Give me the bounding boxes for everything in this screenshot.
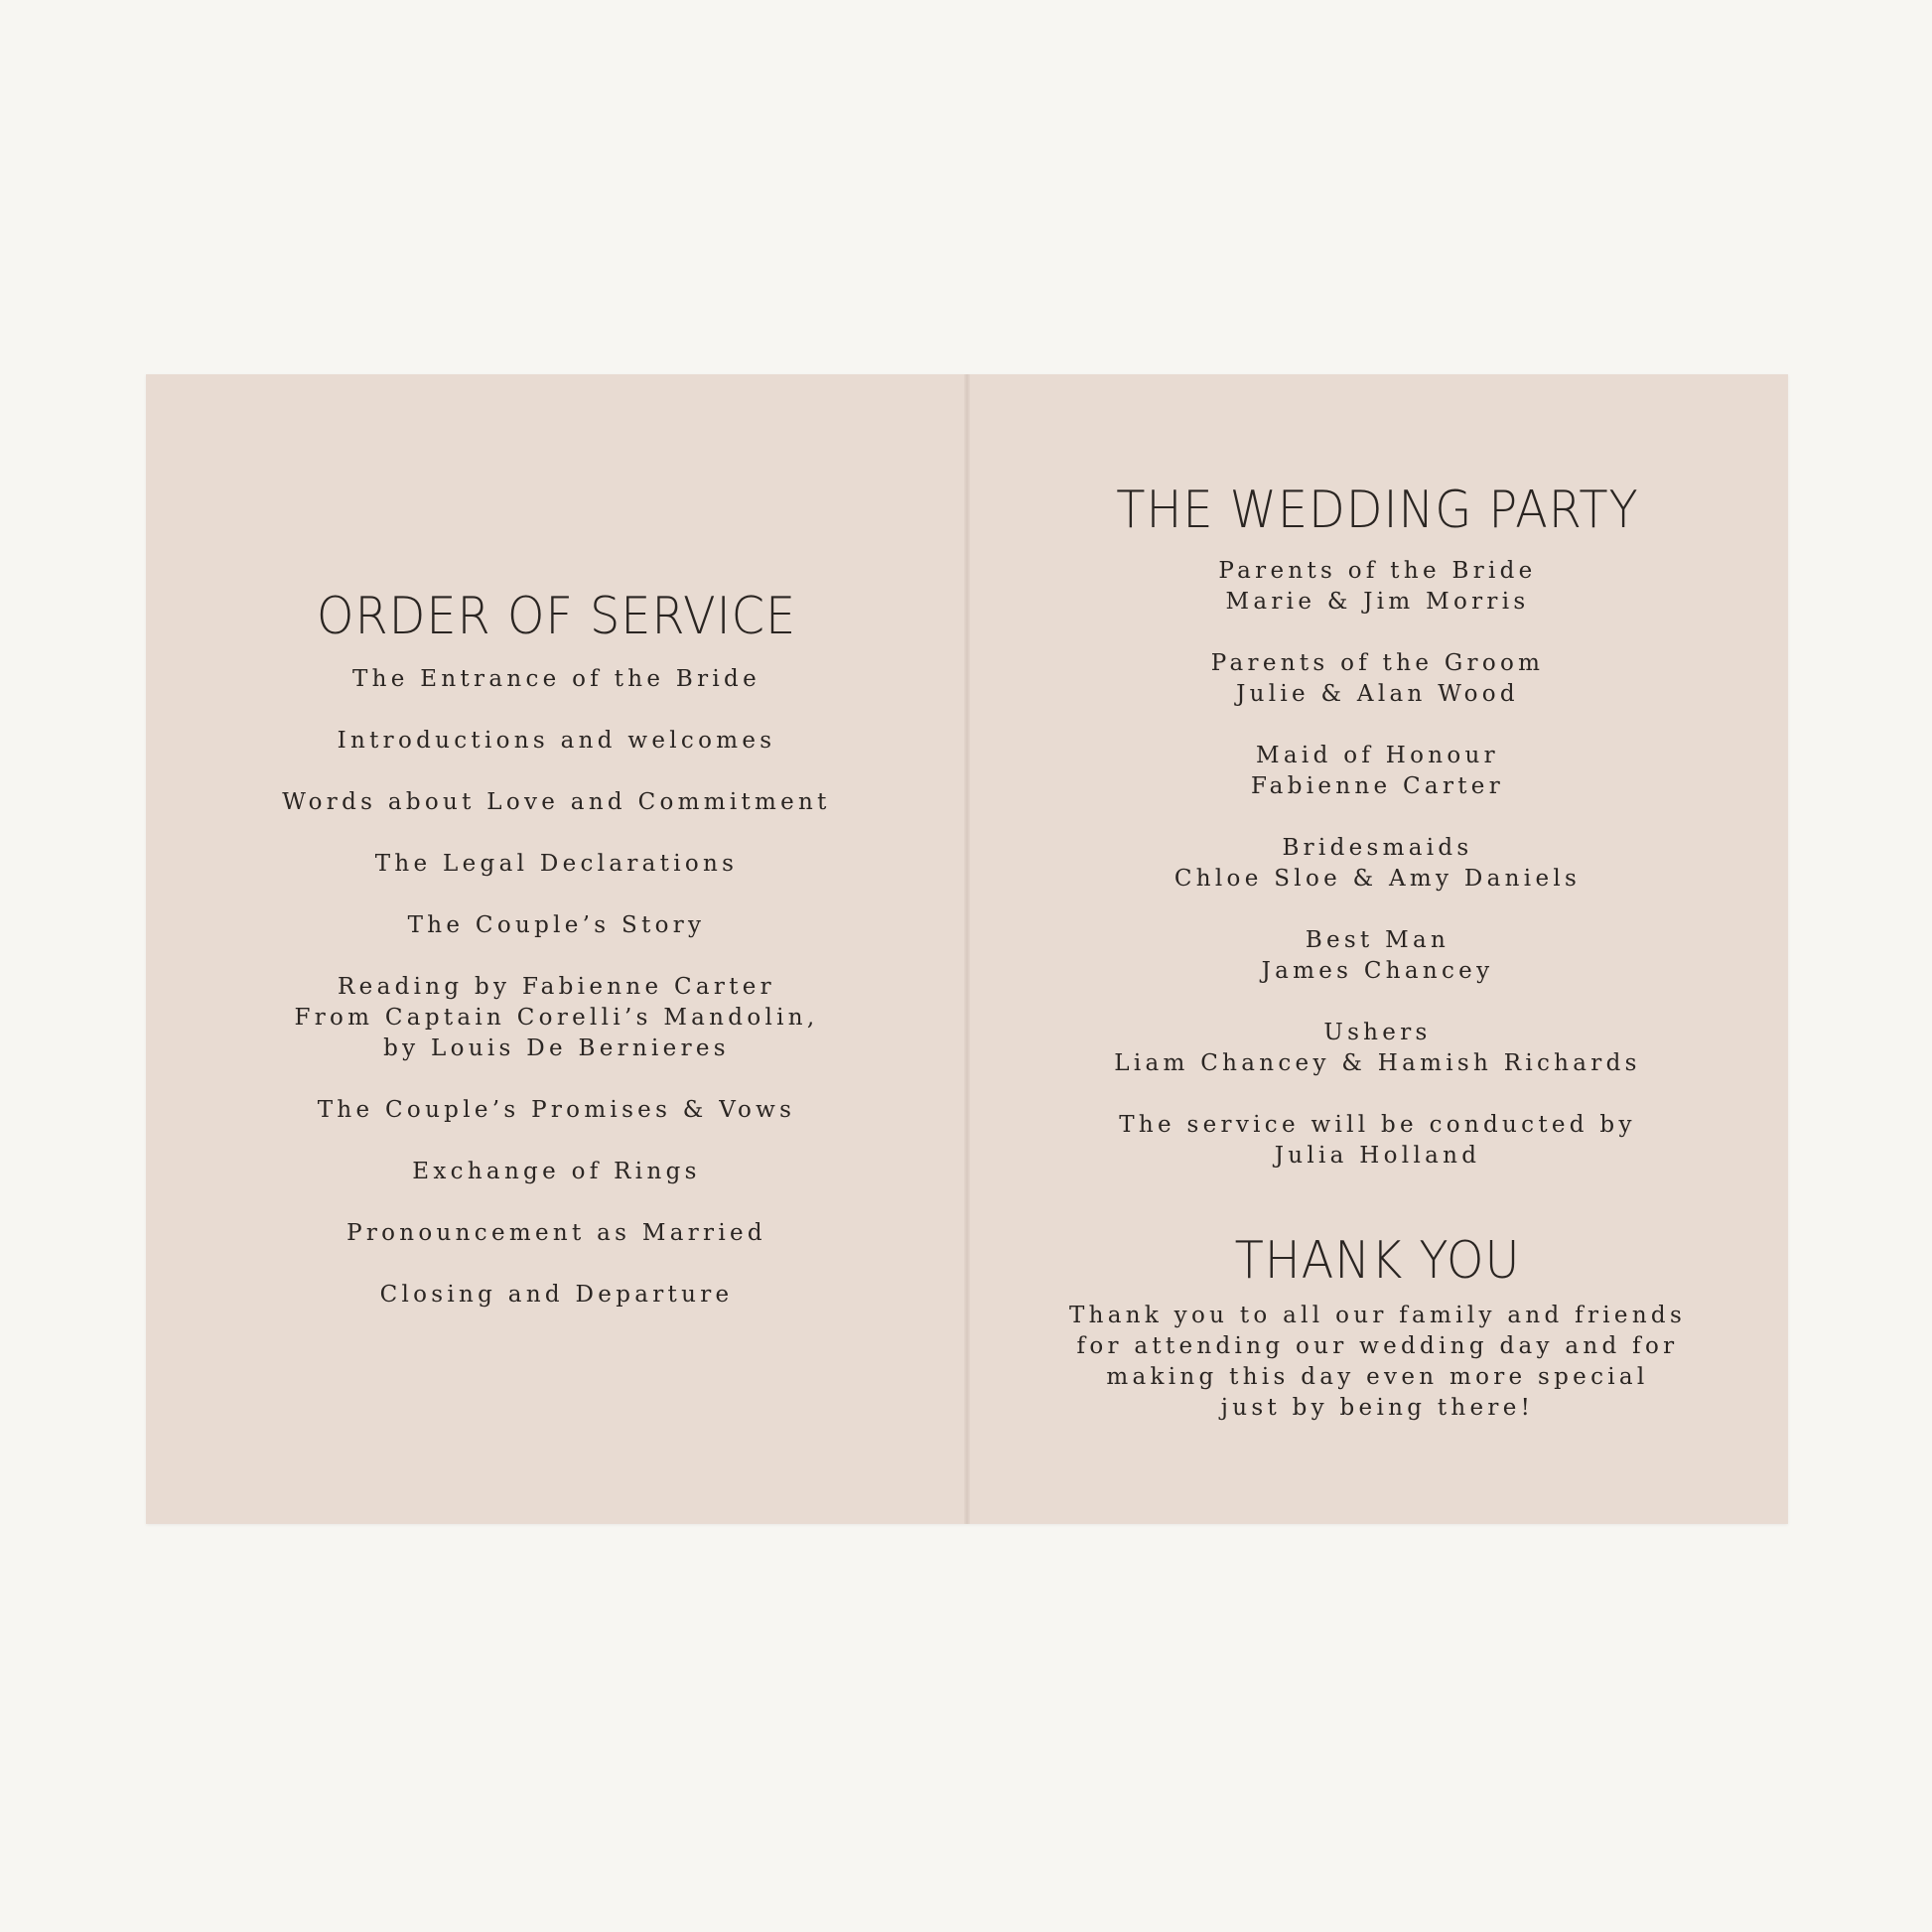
order-item <box>146 1280 967 1311</box>
party-role: Maid of Honour <box>1256 743 1499 768</box>
order-item <box>146 664 967 695</box>
party-group <box>967 1110 1788 1172</box>
wedding-party-heading-wrap <box>967 481 1788 540</box>
left-panel <box>146 374 967 1524</box>
thank-you-line: Thank you to all our family and friends <box>1068 1303 1687 1328</box>
order-item-line: Pronouncement as Married <box>346 1220 766 1246</box>
order-item-line: Reading by Fabienne Carter <box>338 974 775 1000</box>
party-group <box>967 925 1788 987</box>
thank-you-line: just by being there! <box>1220 1395 1535 1421</box>
party-group <box>967 1018 1788 1079</box>
order-item <box>146 787 967 818</box>
party-group <box>967 556 1788 618</box>
order-item <box>146 1218 967 1249</box>
order-item-line: The Couple’s Story <box>407 912 706 938</box>
order-item <box>146 849 967 880</box>
party-names: James Chancey <box>1261 958 1494 984</box>
order-item-line: Introductions and welcomes <box>337 728 776 754</box>
order-item-line: The Couple’s Promises & Vows <box>317 1097 796 1123</box>
order-item-line: Exchange of Rings <box>412 1159 701 1184</box>
party-role: The service will be conducted by <box>1119 1112 1636 1138</box>
party-role: Parents of the Groom <box>1210 650 1545 676</box>
party-role: Bridesmaids <box>1282 835 1473 861</box>
party-names: Chloe Sloe & Amy Daniels <box>1173 866 1582 892</box>
party-names: Julie & Alan Wood <box>1236 681 1519 707</box>
party-role: Ushers <box>1323 1020 1432 1045</box>
party-group <box>967 648 1788 710</box>
party-role: Best Man <box>1305 927 1450 953</box>
party-names: Liam Chancey & Hamish Richards <box>1114 1050 1641 1076</box>
party-names: Julia Holland <box>1274 1143 1481 1169</box>
wedding-party-title: THE WEDDING PARTY <box>1116 481 1639 540</box>
order-item-line: Words about Love and Commitment <box>282 789 831 815</box>
wedding-party-list <box>967 556 1788 1202</box>
order-item-line: The Legal Declarations <box>374 851 739 877</box>
order-item <box>146 910 967 941</box>
thank-you-heading-wrap <box>967 1231 1788 1291</box>
thank-you-message <box>967 1301 1788 1424</box>
party-group <box>967 833 1788 895</box>
right-panel <box>967 374 1788 1524</box>
thank-you-line: making this day even more special <box>1106 1364 1649 1390</box>
party-role: Parents of the Bride <box>1218 558 1537 584</box>
order-item-line: From Captain Corelli’s Mandolin, <box>294 1005 819 1031</box>
order-item-line: The Entrance of the Bride <box>352 666 760 692</box>
thank-you-title: THANK YOU <box>1234 1231 1521 1291</box>
order-item <box>146 1157 967 1187</box>
party-names: Fabienne Carter <box>1250 773 1504 799</box>
order-item-line: Closing and Departure <box>379 1282 734 1308</box>
order-of-service-title: ORDER OF SERVICE <box>316 587 797 646</box>
order-of-service-list <box>146 664 967 1341</box>
party-group <box>967 741 1788 802</box>
program-spread <box>146 374 1788 1524</box>
order-item-line: by Louis De Bernieres <box>383 1035 730 1061</box>
order-item <box>146 1095 967 1126</box>
order-of-service-heading-wrap <box>146 587 967 646</box>
order-item <box>146 726 967 757</box>
party-names: Marie & Jim Morris <box>1225 589 1530 615</box>
order-item <box>146 972 967 1064</box>
thank-you-line: for attending our wedding day and for <box>1076 1333 1679 1359</box>
